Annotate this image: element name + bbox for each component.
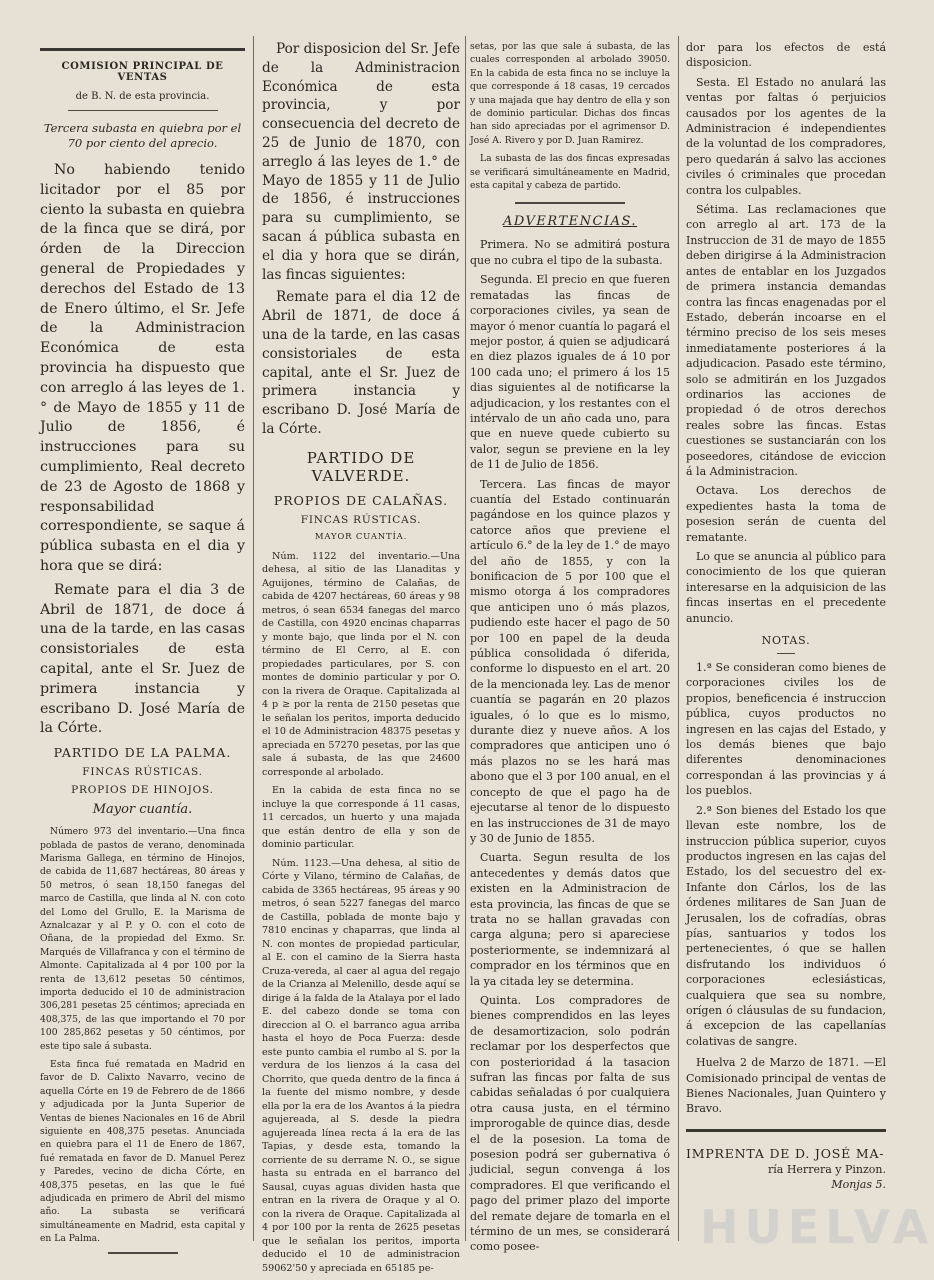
top-rule <box>40 48 245 51</box>
paragraph: dor para los efectos de está disposicion. <box>686 41 886 70</box>
paragraph: Sétima. Las reclamaciones que con arreglo al art. 173 de la Instruccion de 31 de mayo de 1855 deben dirigirse á la Administracion antes de entablar en los Juzgados de primera instancia demandas contra las fincas enagenadas por el Estado, deberán incoarse en el término preciso de los seis meses inmediatamente posteriores á la adjudicacion. Pasado este término, solo se admitirán en los Juzgados ordinarios las acciones de propiedad ó de otros derechos reales sobre las fincas. Estas cuestiones se sustanciarán con los poseedores, citándose de eviccion á la Administracion. <box>686 203 886 478</box>
mayor-cuantia-heading: MAYOR CUANTÍA. <box>314 531 408 542</box>
divider <box>515 202 625 204</box>
commission-subheading: de B. N. de esta provincia. <box>75 91 210 102</box>
paragraph: Remate para el dia 3 de Abril de 1871, de doce á una de la tarde, en las casas consistoriales de esta capital, ante el Sr. Juez de primera instancia y escribano D. José María de la Córte. <box>40 581 245 737</box>
notas-heading: NOTAS. <box>761 634 811 648</box>
paragraph: 1.ª Se consideran como bienes de corporaciones civiles los de propios, beneficencia é instruccion pública, cuyos productos no ingresen en las cajas del Estado, y los demás bienes que bajo diferentes denominaciones correspondan á las provincias y á los pueblos. <box>686 661 886 798</box>
bottom-rule <box>686 1129 886 1132</box>
fincas-heading: FINCAS RÚSTICAS. <box>300 513 422 526</box>
divider <box>777 653 795 654</box>
paragraph: Primera. No se admitirá postura que no cubra el tipo de la subasta. <box>470 238 670 267</box>
fincas-heading: FINCAS RÚSTICAS. <box>82 766 203 779</box>
paragraph: Remate para el dia 12 de Abril de 1871, de doce á una de la tarde, en las casas consistoriales de esta capital, ante el Sr. Juez de primera instancia y escribano D. José María de la Córte. <box>262 289 460 437</box>
paragraph: En la cabida de esta finca no se incluye la que corresponde á 11 casas, 11 cercados, un huerto y una majada que están dentro de ella y son de dominio particular. <box>262 785 460 851</box>
column-1 <box>40 40 245 1260</box>
paragraph: 2.ª Son bienes del Estado los que llevan este nombre, los de instruccion pública superior, cuyos productos ingresen en las cajas del Estado, los del secuestro del ex-Infante don Cárlos, los de las órdenes militares de San Juan de Jerusalen, los de cofradías, obras pías, santuarios y todos los pertenecientes, ó que se hallen disfrutando los individuos ó corporaciones eclesiásticas, cualquiera que sea su nombre, orígen ó cláusulas de su fundacion, á excepcion de las capellanías colativas de sangre. <box>686 803 886 1048</box>
column-rule <box>678 36 679 1241</box>
divider <box>68 110 218 111</box>
imprenta-line-2: ría Herrera y Pinzon. <box>768 1162 886 1176</box>
paragraph: Octava. Los derechos de expedientes hasta la toma de posesion serán de cuenta del rematante. <box>686 484 886 544</box>
paragraph: Núm. 1122 del inventario.—Una dehesa, al sitio de las Llanaditas y Aguijones, término de Calañas, de cabida de 4207 hectáreas, 60 áreas y 98 metros, ó sean 6534 fanegas del marco de Castilla, con 4920 encinas chaparras y monte bajo, que linda por el N. con término de El Cerro, al E. con propiedades particulares, por S. con montes de dominio particular y por O. con la rivera de Oraque. Capitalizada al 4 p ≥ por la renta de 2150 pesetas que le señalan los peritos, importa deducido el 10 de Administracion 48375 pesetas y apreciada en 57270 pesetas, por las que sale á subasta, de las que 24600 corresponde al arbolado. <box>262 550 460 778</box>
partido-heading: PARTIDO DE LA PALMA. <box>53 745 232 761</box>
imprenta-line-3: Monjas 5. <box>831 1177 886 1191</box>
paragraph: Esta finca fué rematada en Madrid en favor de D. Calixto Navarro, vecino de aquella Córte en 19 de Febrero de de 1866 y adjudicada por la Junta Superior de Ventas de bienes Nacionales en 16 de Abril siguiente en 408,375 pesetas. Anunciada en quiebra para el 11 de Enero de 1867, fué rematada en favor de D. Manuel Perez y Paredes, vecino de dicha Córte, en 408,375 pesetas, en las que le fué adjudicada en primero de Abril del mismo año. La subasta se verificará simultáneamente en Madrid, esta capital y en La Palma. <box>40 1059 245 1245</box>
archive-watermark: HUELVA <box>700 1200 934 1254</box>
paragraph: Por disposicion del Sr. Jefe de la Administracion Económica de esta provincia, y por consecuencia del decreto de 25 de Junio de 1870, con arreglo á las leyes de 1.° de Mayo de 1855 y 11 de Julio de 1856, é instrucciones para su cumplimiento, se sacan á pública subasta en el dia y hora que se dirán, las fincas siguientes: <box>262 41 460 283</box>
signature-paragraph: Huelva 2 de Marzo de 1871. —El Comisionado principal de ventas de Bienes Nacionales, Juan Quintero y Bravo. <box>686 1056 886 1116</box>
paragraph: La subasta de las dos fincas expresadas se verificará simultáneamente en Madrid, esta capital y cabeza de partido. <box>470 153 670 192</box>
paragraph: Tercera. Las fincas de mayor cuantía del Estado continuarán pagándose en los quince plazos y catorce años que previene el artículo 6.° de la ley de 1.° de mayo del año de 1855, y con la bonificacion de 5 por 100 que el mismo otorga á los compradores que anticipen uno ó más plazos, pudiendo este hacer el pago de 50 por 100 en papel de la deuda pública consolidada ó diferida, conforme lo dispuesto en el art. 20 de la mencionada ley. Las de menor cuantía se pagarán en 20 plazos iguales, ó lo que es lo mismo, durante diez y nueve años. A los compradores que anticipen uno ó más plazos no se les hará mas abono que el 3 por 100 anual, en el concepto de que el pago ha de ejecutarse al tenor de lo dispuesto en las instrucciones de 31 de mayo y 30 de Junio de 1855. <box>470 477 670 845</box>
divider <box>108 1252 178 1254</box>
commission-heading: COMISION PRINCIPAL DE VENTAS <box>61 61 224 83</box>
paragraph: No habiendo tenido licitador por el 85 por ciento la subasta en quiebra de la finca que se dirá, por órden de la Direccion general de Propiedades y derechos del Estado de 13 de Enero último, el Sr. Jefe de la Administracion Económica de esta provincia ha dispuesto que con arreglo á las leyes de 1.° de Mayo de 1855 y 11 de Julio de 1856, é instrucciones para su cumplimiento, Real decreto de 23 de Agosto de 1868 y responsabilidad correspondiente, se saque á pública subasta en el dia y hora que se dirá: <box>40 162 245 574</box>
column-2 <box>262 40 460 1280</box>
paragraph: Sesta. El Estado no anulará las ventas por faltas ó perjuicios causados por los agentes de la Administracion é independientes de la voluntad de los compradores, pero quedarán á salvo las acciones civiles ó criminales que procedan contra los culpables. <box>686 75 886 197</box>
propios-heading: PROPIOS DE CALAÑAS. <box>273 492 449 508</box>
paragraph: Núm. 1123.—Una dehesa, al sitio de Córte y Vilano, término de Calañas, de cabida de 3365 hectáreas, 95 áreas y 90 metros, ó sean 5227 fanegas del marco de Castilla, poblada de monte bajo y 7810 encinas y chaparras, que linda al N. con montes de propiedad particular, al E. con el camino de la Sierra hasta Cruza-vereda, al caer al agua del regajo de la Crianza al Melenillo, desde aquí se dirige á la falda de la Atalaya por el lado E. del cabezo donde se toma con direccion al O. el barranco agua arriba hasta el hoyo de Poca Fuerza: desde este punto cambia el rumbo al S. por la verdura de los lienzos á la casa del Chorrito, que queda dentro de la finca á la fuente del mismo nombre, y desde ella por la era de los Avantos á la piedra agujereada, al S. desde la piedra agujereada línea recta á la era de las Tapias, y desde esta, tomando la corriente de su derrame N. O., se sigue hasta su entrada en el barranco del Sausal, cuyas aguas dividen hasta que entran en la rivera de Oraque y al O. con la rivera de Oraque. Capitalizada al 4 por 100 por la renta de 2625 pesetas que le señalan los peritos, importa deducido el 10 de administracion 59062'50 y apreciada en 65185 pe- <box>262 857 460 1274</box>
propios-heading: PROPIOS DE HINOJOS. <box>71 784 214 797</box>
column-rule <box>253 36 254 1241</box>
paragraph: Lo que se anuncia al público para conocimiento de los que quieran interesarse en la adquisicion de las fincas insertas en el precedente anuncio. <box>686 550 886 625</box>
paragraph: Número 973 del inventario.—Una finca poblada de pastos de verano, denominada Marisma Gallega, en término de Hinojos, de cabida de 11,687 hectáreas, 80 áreas y 50 metros, ó sean 18,150 fanegas del marco de Castilla, que linda al N. con coto del Lomo del Grullo, E. la Marisma de Aznalcazar y al P. y O. con el coto de Oñana, de la propiedad del Exmo. Sr. Marqués de Villafranca y con el término de Almonte. Capitalizada al 4 por 100 por la renta de 13,612 pesetas 50 céntimos, importa deducido el 10 de administracion 306,281 pesetas 25 céntimos; apreciada en 408,375, de las que importando el 70 por 100 285,862 pesetas y 50 céntimos, por este tipo sale á subasta. <box>40 826 245 1052</box>
paragraph: Quinta. Los compradores de bienes comprendidos en las leyes de desamortizacion, solo podrán reclamar por los desperfectos que con posterioridad á la tasacion sufran las fincas por falta de sus cabidas señaladas ó por cualquiera otra causa justa, en el término improrogable de quince dias, desde el de la posesion. La toma de posesion podrá ser gubernativa ó judicial, segun convenga á los compradores. El que verificando el pago del primer plazo del importe del remate dejare de tomarla en el término de un mes, se considerará como posee- <box>470 993 670 1254</box>
partido-heading: PARTIDO DE VALVERDE. <box>306 448 416 485</box>
column-rule <box>465 36 466 1241</box>
paragraph: Segunda. El precio en que fueren rematadas las fincas de corporaciones civiles, ya sean de mayor ó menor cuantía lo pagará el mejor postor, á quien se adjudicará en diez plazos iguales de á 10 por 100 cada uno; el primero á los 15 dias siguientes al de notificarse la adjudicacion, y los restantes con el intérvalo de un año cada uno, para que en nueve quede cubierto su valor, segun se previene en la ley de 11 de Julio de 1856. <box>470 273 670 472</box>
subasta-title: Tercera subasta en quiebra por el 70 por ciento del aprecio. <box>43 121 242 150</box>
mayor-cuantia-heading: Mayor cuantía. <box>92 802 193 818</box>
column-3 <box>470 40 670 1259</box>
advertencias-heading: ADVERTENCIAS. <box>502 214 638 230</box>
imprenta-line-1: IMPRENTA DE D. JOSÉ MA- <box>686 1145 885 1161</box>
column-4 <box>686 40 886 1191</box>
paragraph: Cuarta. Segun resulta de los antecedentes y demás datos que existen en la Administracion de esta provincia, las fincas de que se trata no se hallan gravadas con carga alguna; pero si apareciese posteriormente, se indemnizará al comprador en los términos que en la ya citada ley se determina. <box>470 851 670 988</box>
paragraph: setas, por las que sale á subasta, de las cuales corresponden al arbolado 39050. En la cabida de esta finca no se incluye la que corresponde á 18 casas, 19 cercados y una majada que hay dentro de ella y son de dominio particular. Dichas dos fincas han sido apreciadas por el agrimensor D. José A. Rivero y por D. Juan Ramirez. <box>470 41 670 146</box>
